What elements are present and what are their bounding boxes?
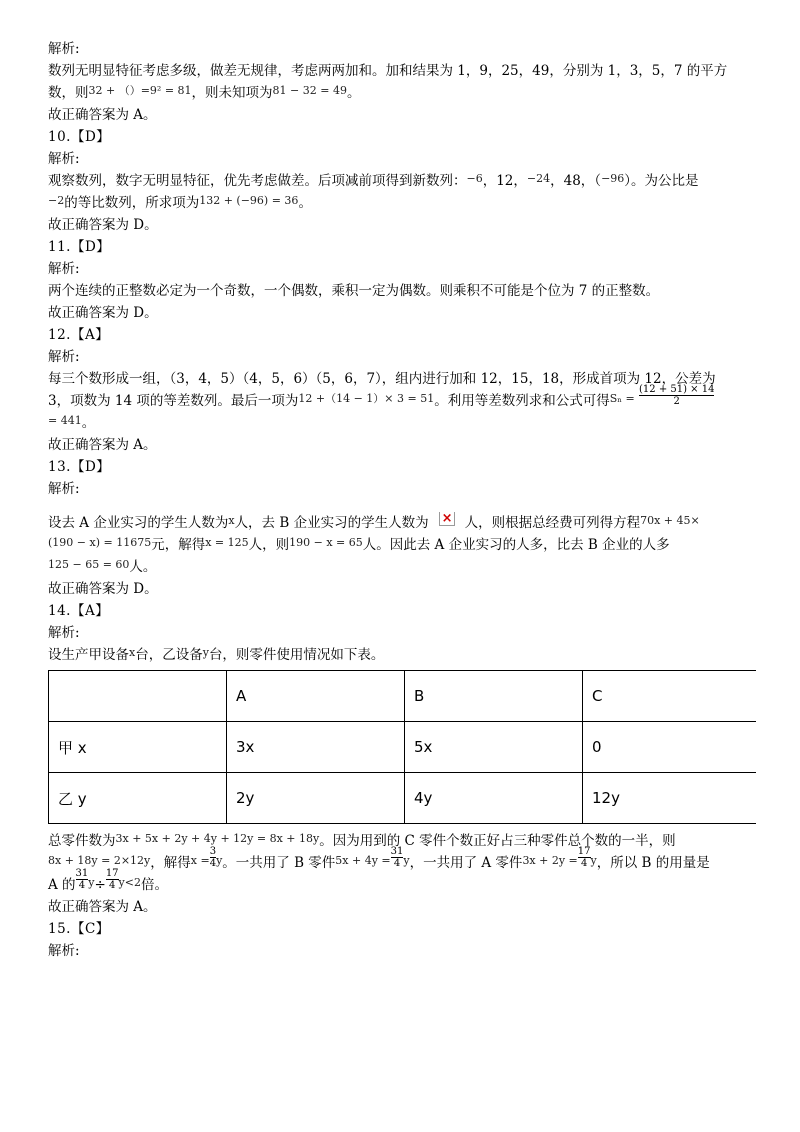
table-row [49, 773, 757, 824]
math-expression: x = [190, 854, 210, 867]
text-line: 设去 A 企业实习的学生人数为$^x$人，去 B 企业实习的学生人数为× 人，则根据总经费可列得方程$^{70x + 45\times}$ [48, 512, 760, 534]
math-expression: 190 − x = 65 [289, 536, 363, 549]
table-cell: C [583, 671, 757, 722]
table-cell: 0 [583, 722, 757, 773]
answer-line: 故正确答案为 A。 [48, 437, 157, 453]
table-cell: B [405, 671, 583, 722]
text-line: 3，项数为 14 项的等差数列。最后一项为$^{12 +(14 - 1)\times 3 = 51}$。利用等差数列求和公式可得$^{S_n =}$ $\frac{(12 + 51) \times 14}{2}$ [48, 384, 715, 409]
math-expression: 5x + 4y = [335, 854, 391, 867]
fraction: $\frac{17}{4}$ [577, 846, 591, 869]
question-answer-13: 13.【D】 [48, 459, 111, 475]
table-cell: 甲 x [49, 722, 227, 773]
parts-usage-table [48, 670, 756, 824]
table-header-row [49, 671, 757, 722]
analysis-label: 解析: [48, 41, 80, 57]
document-page [48, 38, 760, 962]
math-expression: 8x + 18y = 2×12y [48, 854, 151, 867]
question-answer-14: 14.【A】 [48, 603, 110, 619]
question-answer-15: 15.【C】 [48, 921, 110, 937]
question-answer-11: 11.【D】 [48, 239, 111, 255]
text-line: 每三个数形成一组，（3，4，5）（4，5，6）（5，6，7），组内进行加和 12，15，18，形成首项为 12，公差为 [48, 371, 716, 387]
math-expression: = 441 [48, 414, 82, 427]
text-line: A 的 $\frac{31}{4}$ $^y$÷ $\frac{17}{4}$ $^{y<2}$倍。 [48, 868, 168, 893]
answer-line: 故正确答案为 D。 [48, 217, 158, 233]
fraction: $\frac{3}{4}$ [209, 846, 217, 869]
fraction: $\frac{31}{4}$ [390, 846, 404, 869]
answer-line: 故正确答案为 D。 [48, 581, 158, 597]
math-expression: −24 [526, 172, 551, 185]
math-expression: 12 +（14 − 1）× 3 = 51 [298, 392, 435, 405]
table-cell: 2y [227, 773, 405, 824]
math-expression: (190 − x) = 11675 [48, 536, 152, 549]
table-cell [49, 671, 227, 722]
text-line: $^{(190 - x) = 11675}$元，解得$^{x = 125}$人，则$^{190 - x = 65}$人。因此去 A 企业实习的人多，比去 B 企业的人多 [48, 536, 670, 553]
table-cell: A [227, 671, 405, 722]
text-line: 设生产甲设备$^x$台，乙设备$^y$台，则零件使用情况如下表。 [48, 646, 385, 663]
answer-line: 故正确答案为 A。 [48, 107, 157, 123]
math-expression: Sₙ = [609, 392, 635, 405]
math-expression: 132 + (−96) = 36 [199, 194, 299, 207]
analysis-label: 解析: [48, 349, 80, 365]
table-cell: 3x [227, 722, 405, 773]
math-expression: 70x + 45× [640, 514, 700, 527]
math-expression: 32 + （）=9² = 81 [88, 84, 192, 97]
table-cell: 乙 y [49, 773, 227, 824]
analysis-label: 解析: [48, 151, 80, 167]
math-variable: x [228, 514, 235, 527]
table-cell: 5x [405, 722, 583, 773]
question-answer-10: 10.【D】 [48, 129, 111, 145]
text-line: 观察数列，数字无明显特征，优先考虑做差。后项减前项得到新数列：$^{-6}$，12，$^{-24}$，48，（$^{-96}$）。为公比是 [48, 172, 699, 189]
text-line: 数列无明显特征考虑多级，做差无规律，考虑两两加和。加和结果为 1，9，25，49，分别为 1，3，5，7 的平方 [48, 63, 728, 79]
text-line: $^{= 441}$。 [48, 414, 96, 431]
analysis-label: 解析: [48, 481, 80, 497]
fraction: $\frac{(12 + 51) \times 14}{2}$ [639, 384, 715, 407]
math-expression: <2 [124, 876, 141, 889]
text-line: $^{8x + 18y = 2\times 12y}$，解得$^{x =}$ $\frac{3}{4}$ $^y$。一共用了 B 零件$^{5x + 4y =}$ $\frac{31}{4}$ $^y$，一共用了 A 零件$^{3x + 2y =}$ $\frac{17}{4}$ $^y$，所以 B 的用量是 [48, 846, 710, 871]
math-expression: −96 [601, 172, 625, 185]
analysis-label: 解析: [48, 625, 80, 641]
math-expression: −6 [466, 172, 483, 185]
math-expression: 125 − 65 = 60 [48, 558, 130, 571]
math-variable: y [202, 646, 209, 659]
fraction: $\frac{17}{4}$ [105, 868, 119, 891]
table-cell: 4y [405, 773, 583, 824]
table-row [49, 722, 757, 773]
math-expression: 3x + 5x + 2y + 4y + 12y = 8x + 18y [115, 832, 320, 845]
text-line: 两个连续的正整数必定为一个奇数，一个偶数，乘积一定为偶数。则乘积不可能是个位为 7 的正整数。 [48, 283, 660, 299]
text-line: 数，则$^{32 + ()=9^2 = 81}$，则未知项为$^{81 - 32 = 49}$。 [48, 84, 361, 101]
math-expression: x = 125 [205, 536, 249, 549]
analysis-label: 解析: [48, 261, 80, 277]
answer-line: 故正确答案为 D。 [48, 305, 158, 321]
math-expression: 81 − 32 = 49 [272, 84, 347, 97]
text-line: $^{125 - 65 = 60}$人。 [48, 558, 157, 575]
broken-image-icon [439, 512, 455, 526]
answer-line: 故正确答案为 A。 [48, 899, 157, 915]
analysis-label: 解析: [48, 943, 80, 959]
math-variable: x [129, 646, 136, 659]
math-expression: 3x + 2y = [522, 854, 578, 867]
text-line: $^{-2}$的等比数列，所求项为$^{132 + (-96) = 36}$。 [48, 194, 312, 211]
fraction: $\frac{31}{4}$ [75, 868, 89, 891]
math-expression: −2 [48, 194, 65, 207]
table-cell: 12y [583, 773, 757, 824]
question-answer-12: 12.【A】 [48, 327, 110, 343]
text-line: 总零件数为$^{3x + 5x + 2y + 4y + 12y = 8x + 18y}$。因为用到的 C 零件个数正好占三种零件总个数的一半，则 [48, 832, 676, 849]
